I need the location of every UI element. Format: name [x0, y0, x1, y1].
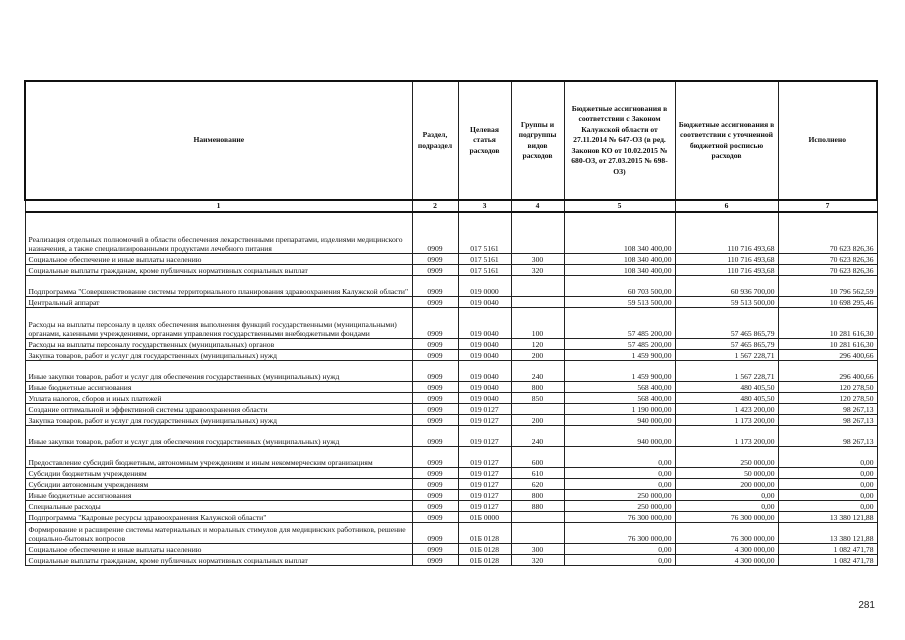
row-statya: 019 0040: [458, 308, 511, 339]
header-rospis: Бюджетные ассигнования в соответствии с уточненной бюджетной росписью расходов: [675, 81, 778, 200]
row-vid: 200: [511, 350, 564, 361]
row-ispolneno: 13 380 121,88: [778, 512, 877, 523]
table-row: [25, 254, 877, 265]
row-razdel: 0909: [412, 468, 458, 479]
table-row: [25, 212, 877, 254]
header-statya: Целевая статья расходов: [458, 81, 511, 200]
row-name: Расходы на выплаты персоналу в целях обеспечения выполнения функций государственными (муниципальными) органами, казенными учреждениями, органами управления государственными внебюджетными фондами: [25, 308, 412, 339]
row-statya: 019 0040: [458, 350, 511, 361]
row-name: Социальные выплаты гражданам, кроме публичных нормативных социальных выплат: [25, 555, 412, 566]
row-vid: 120: [511, 339, 564, 350]
row-ispolneno: 10 281 616,30: [778, 308, 877, 339]
row-razdel: 0909: [412, 415, 458, 426]
row-zakon: 250 000,00: [564, 490, 675, 501]
row-name: Создание оптимальной и эффективной системы здравоохранения области: [25, 404, 412, 415]
row-rospis: 250 000,00: [675, 447, 778, 468]
header-vid: Группы и подгруппы видов расходов: [511, 81, 564, 200]
row-name: Подпрограмма "Совершенствование системы территориального планирования здравоохранения Калужской области": [25, 276, 412, 297]
row-zakon: 0,00: [564, 468, 675, 479]
row-statya: 019 0127: [458, 426, 511, 447]
row-name: Реализация отдельных полномочий в области обеспечения лекарственными препаратами, изделиями медицинского назначения, а также специализированными продуктами лечебного питания: [25, 212, 412, 254]
row-vid: [511, 212, 564, 254]
table-row: [25, 361, 877, 382]
row-name: Иные закупки товаров, работ и услуг для обеспечения государственных (муниципальных) нужд: [25, 426, 412, 447]
row-razdel: 0909: [412, 297, 458, 308]
column-number: 7: [778, 200, 877, 212]
row-statya: 019 0040: [458, 339, 511, 350]
row-statya: 019 0000: [458, 276, 511, 297]
row-rospis: 4 300 000,00: [675, 544, 778, 555]
row-razdel: 0909: [412, 501, 458, 512]
column-number: 4: [511, 200, 564, 212]
row-rospis: 4 300 000,00: [675, 555, 778, 566]
row-vid: 880: [511, 501, 564, 512]
table-row: [25, 276, 877, 297]
row-zakon: 0,00: [564, 447, 675, 468]
row-statya: 019 0127: [458, 501, 511, 512]
row-razdel: 0909: [412, 479, 458, 490]
row-vid: [511, 276, 564, 297]
row-rospis: 200 000,00: [675, 479, 778, 490]
budget-report-page: [24, 80, 876, 566]
row-statya: 019 0040: [458, 393, 511, 404]
row-statya: 019 0127: [458, 447, 511, 468]
table-row: [25, 447, 877, 468]
row-ispolneno: 0,00: [778, 447, 877, 468]
row-name: Подпрограмма "Кадровые ресурсы здравоохранения Калужской области": [25, 512, 412, 523]
row-statya: 019 0127: [458, 415, 511, 426]
row-rospis: 50 000,00: [675, 468, 778, 479]
row-vid: 800: [511, 382, 564, 393]
header-ispolneno: Исполнено: [778, 81, 877, 200]
row-rospis: 59 513 500,00: [675, 297, 778, 308]
row-vid: 620: [511, 479, 564, 490]
row-vid: 300: [511, 254, 564, 265]
row-ispolneno: 296 400,66: [778, 361, 877, 382]
row-statya: 019 0127: [458, 404, 511, 415]
row-zakon: 0,00: [564, 479, 675, 490]
row-razdel: 0909: [412, 555, 458, 566]
table-row: [25, 523, 877, 544]
row-razdel: 0909: [412, 447, 458, 468]
row-rospis: 57 465 865,79: [675, 339, 778, 350]
row-vid: 610: [511, 468, 564, 479]
row-rospis: 110 716 493,68: [675, 254, 778, 265]
row-name: Субсидии автономным учреждениям: [25, 479, 412, 490]
row-rospis: 1 423 200,00: [675, 404, 778, 415]
row-zakon: 568 400,00: [564, 382, 675, 393]
table-row: [25, 415, 877, 426]
row-statya: 01Б 0128: [458, 523, 511, 544]
row-name: Социальное обеспечение и иные выплаты населению: [25, 254, 412, 265]
row-razdel: 0909: [412, 212, 458, 254]
row-zakon: 940 000,00: [564, 415, 675, 426]
row-name: Закупка товаров, работ и услуг для государственных (муниципальных) нужд: [25, 415, 412, 426]
table-row: [25, 265, 877, 276]
row-name: Предоставление субсидий бюджетным, автономным учреждениям и иным некоммерческим организациям: [25, 447, 412, 468]
row-razdel: 0909: [412, 361, 458, 382]
row-vid: 240: [511, 426, 564, 447]
table-row: [25, 297, 877, 308]
row-vid: 320: [511, 265, 564, 276]
row-razdel: 0909: [412, 404, 458, 415]
row-vid: [511, 404, 564, 415]
column-number: 6: [675, 200, 778, 212]
row-rospis: 0,00: [675, 501, 778, 512]
row-ispolneno: 120 278,50: [778, 393, 877, 404]
row-rospis: 480 405,50: [675, 382, 778, 393]
row-name: Центральный аппарат: [25, 297, 412, 308]
table-row: [25, 308, 877, 339]
row-ispolneno: 0,00: [778, 490, 877, 501]
row-ispolneno: 70 623 826,36: [778, 254, 877, 265]
column-number: 5: [564, 200, 675, 212]
row-statya: 01Б 0128: [458, 544, 511, 555]
row-razdel: 0909: [412, 308, 458, 339]
row-name: Иные закупки товаров, работ и услуг для обеспечения государственных (муниципальных) нужд: [25, 361, 412, 382]
row-ispolneno: 13 380 121,88: [778, 523, 877, 544]
row-ispolneno: 0,00: [778, 468, 877, 479]
row-name: Социальное обеспечение и иные выплаты населению: [25, 544, 412, 555]
row-ispolneno: 1 082 471,78: [778, 555, 877, 566]
row-rospis: 110 716 493,68: [675, 265, 778, 276]
row-razdel: 0909: [412, 339, 458, 350]
table-row: [25, 393, 877, 404]
table-row: [25, 426, 877, 447]
header-name: Наименование: [25, 81, 412, 200]
row-razdel: 0909: [412, 382, 458, 393]
row-zakon: 108 340 400,00: [564, 265, 675, 276]
row-name: Расходы на выплаты персоналу государственных (муниципальных) органов: [25, 339, 412, 350]
row-statya: 019 0040: [458, 382, 511, 393]
table-row: [25, 555, 877, 566]
row-rospis: 76 300 000,00: [675, 523, 778, 544]
row-zakon: 1 459 900,00: [564, 361, 675, 382]
row-name: Социальные выплаты гражданам, кроме публичных нормативных социальных выплат: [25, 265, 412, 276]
row-vid: 100: [511, 308, 564, 339]
row-vid: [511, 297, 564, 308]
row-rospis: 1 567 228,71: [675, 361, 778, 382]
table-row: [25, 339, 877, 350]
header-razdel: Раздел, подраздел: [412, 81, 458, 200]
row-rospis: 110 716 493,68: [675, 212, 778, 254]
header-row: [25, 81, 877, 200]
row-zakon: 1 190 000,00: [564, 404, 675, 415]
row-rospis: 60 936 700,00: [675, 276, 778, 297]
row-vid: 850: [511, 393, 564, 404]
row-statya: 019 0040: [458, 361, 511, 382]
row-razdel: 0909: [412, 254, 458, 265]
row-razdel: 0909: [412, 544, 458, 555]
row-zakon: 940 000,00: [564, 426, 675, 447]
row-ispolneno: 98 267,13: [778, 426, 877, 447]
row-zakon: 250 000,00: [564, 501, 675, 512]
row-ispolneno: 10 698 295,46: [778, 297, 877, 308]
row-razdel: 0909: [412, 276, 458, 297]
page-number: 281: [858, 600, 875, 611]
table-row: [25, 479, 877, 490]
table-row: [25, 468, 877, 479]
row-rospis: 1 173 200,00: [675, 426, 778, 447]
row-ispolneno: 120 278,50: [778, 382, 877, 393]
row-vid: 600: [511, 447, 564, 468]
row-rospis: 1 173 200,00: [675, 415, 778, 426]
row-zakon: 108 340 400,00: [564, 212, 675, 254]
row-zakon: 1 459 900,00: [564, 350, 675, 361]
row-statya: 019 0127: [458, 490, 511, 501]
row-rospis: 1 567 228,71: [675, 350, 778, 361]
header-zakon: Бюджетные ассигнования в соответствии с Законом Калужской области от 27.11.2014 № 647-ОЗ (в ред. Законов КО от 10.02.2015 № 680-ОЗ, от 27.03.2015 № 698-ОЗ): [564, 81, 675, 200]
row-name: Уплата налогов, сборов и иных платежей: [25, 393, 412, 404]
row-ispolneno: 0,00: [778, 501, 877, 512]
row-ispolneno: 70 623 826,36: [778, 265, 877, 276]
row-razdel: 0909: [412, 265, 458, 276]
row-rospis: 480 405,50: [675, 393, 778, 404]
row-zakon: 60 703 500,00: [564, 276, 675, 297]
row-statya: 019 0127: [458, 468, 511, 479]
row-zakon: 0,00: [564, 544, 675, 555]
row-name: Закупка товаров, работ и услуг для государственных (муниципальных) нужд: [25, 350, 412, 361]
row-vid: 300: [511, 544, 564, 555]
row-vid: 800: [511, 490, 564, 501]
row-zakon: 57 485 200,00: [564, 308, 675, 339]
row-name: Иные бюджетные ассигнования: [25, 382, 412, 393]
row-ispolneno: 296 400,66: [778, 350, 877, 361]
row-statya: 019 0127: [458, 479, 511, 490]
row-zakon: 59 513 500,00: [564, 297, 675, 308]
row-ispolneno: 70 623 826,36: [778, 212, 877, 254]
table-row: [25, 490, 877, 501]
row-zakon: 57 485 200,00: [564, 339, 675, 350]
row-vid: [511, 523, 564, 544]
row-zakon: 76 300 000,00: [564, 512, 675, 523]
table-row: [25, 544, 877, 555]
column-number: 2: [412, 200, 458, 212]
row-zakon: 76 300 000,00: [564, 523, 675, 544]
row-ispolneno: 0,00: [778, 479, 877, 490]
row-statya: 01Б 0128: [458, 555, 511, 566]
row-ispolneno: 98 267,13: [778, 415, 877, 426]
row-name: Специальные расходы: [25, 501, 412, 512]
row-zakon: 568 400,00: [564, 393, 675, 404]
column-number: 1: [25, 200, 412, 212]
row-ispolneno: 10 796 562,59: [778, 276, 877, 297]
row-rospis: 76 300 000,00: [675, 512, 778, 523]
row-ispolneno: 98 267,13: [778, 404, 877, 415]
column-number-row: [25, 200, 877, 212]
table-row: [25, 350, 877, 361]
row-razdel: 0909: [412, 393, 458, 404]
row-razdel: 0909: [412, 512, 458, 523]
row-vid: 240: [511, 361, 564, 382]
row-vid: 200: [511, 415, 564, 426]
row-statya: 019 0040: [458, 297, 511, 308]
row-razdel: 0909: [412, 523, 458, 544]
row-rospis: 57 465 865,79: [675, 308, 778, 339]
row-zakon: 0,00: [564, 555, 675, 566]
budget-table: [24, 80, 878, 566]
table-body: [25, 212, 877, 566]
row-name: Субсидии бюджетным учреждениям: [25, 468, 412, 479]
row-vid: 320: [511, 555, 564, 566]
row-razdel: 0909: [412, 426, 458, 447]
row-statya: 017 5161: [458, 212, 511, 254]
row-ispolneno: 1 082 471,78: [778, 544, 877, 555]
row-name: Формирование и расширение системы материальных и моральных стимулов для медицинских работников, решение социально-бытовых вопросов: [25, 523, 412, 544]
column-number: 3: [458, 200, 511, 212]
row-razdel: 0909: [412, 490, 458, 501]
row-name: Иные бюджетные ассигнования: [25, 490, 412, 501]
table-row: [25, 404, 877, 415]
table-row: [25, 512, 877, 523]
row-razdel: 0909: [412, 350, 458, 361]
row-statya: 01Б 0000: [458, 512, 511, 523]
row-vid: [511, 512, 564, 523]
row-zakon: 108 340 400,00: [564, 254, 675, 265]
row-rospis: 0,00: [675, 490, 778, 501]
row-ispolneno: 10 281 616,30: [778, 339, 877, 350]
table-row: [25, 382, 877, 393]
row-statya: 017 5161: [458, 265, 511, 276]
table-row: [25, 501, 877, 512]
row-statya: 017 5161: [458, 254, 511, 265]
